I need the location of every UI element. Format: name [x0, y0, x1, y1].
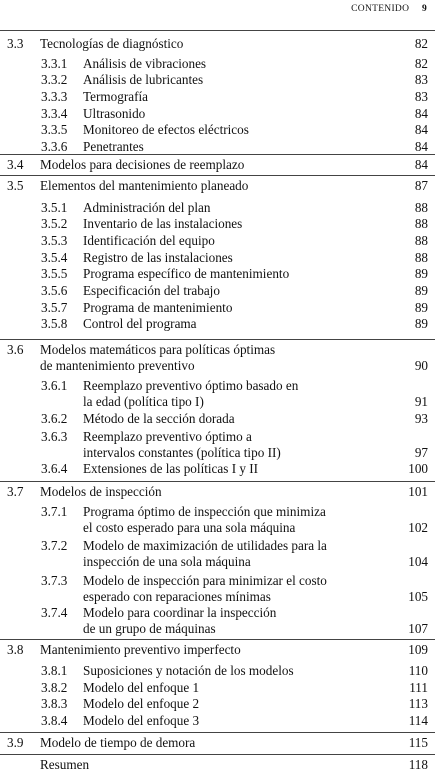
toc-entry-page: 87	[414, 178, 428, 193]
toc-entry-number: 3.8	[7, 642, 24, 657]
toc-entry-title: Modelo de maximización de utilidades para la	[83, 538, 327, 553]
toc-entry-title: Modelos matemáticos para políticas óptimas	[40, 342, 276, 357]
toc-entry-number: 3.6.1	[41, 378, 68, 393]
toc-entry-title: Modelos para decisiones de reemplazo	[40, 157, 245, 172]
toc-entry-page: 104	[408, 554, 428, 569]
toc-entry-page: 114	[408, 713, 428, 728]
toc-entry-title: Programa específico de mantenimiento	[83, 266, 290, 281]
section-divider	[0, 175, 435, 176]
toc-entry-number: 3.5	[7, 178, 24, 193]
toc-entry-title-continuation: de un grupo de máquinas	[83, 621, 216, 636]
toc-entry-title: Modelo para coordinar la inspección	[83, 605, 277, 620]
toc-entry-number: 3.5.1	[41, 200, 68, 215]
toc-entry-page: 105	[408, 589, 428, 604]
toc-entry-number: 3.3.5	[41, 122, 68, 137]
toc-entry-number: 3.8.2	[41, 680, 68, 695]
toc-entry-page: 110	[408, 663, 428, 678]
toc-entry-number: 3.3.6	[41, 139, 68, 154]
toc-entry-page: 91	[414, 394, 428, 409]
toc-entry-title: Suposiciones y notación de los modelos	[83, 663, 294, 678]
toc-entry-number: 3.7.2	[41, 538, 68, 553]
toc-entry-title: Modelo del enfoque 1	[83, 680, 200, 695]
toc-entry-page: 115	[408, 735, 428, 750]
toc-entry-number: 3.6.4	[41, 461, 68, 476]
toc-entry-title-continuation: el costo esperado para una sola máquina	[83, 520, 296, 535]
toc-entry-title: Modelo de inspección para minimizar el costo	[83, 573, 327, 588]
toc-entry-page: 88	[414, 200, 428, 215]
toc-entry-page: 88	[414, 233, 428, 248]
section-divider	[0, 639, 435, 640]
toc-entry-page: 107	[408, 621, 428, 636]
toc-entry-title: Programa óptimo de inspección que minimiza	[83, 504, 326, 519]
running-header-title: CONTENIDO	[351, 4, 410, 14]
toc-entry-number: 3.9	[7, 735, 24, 750]
toc-entry-page: 82	[414, 56, 428, 71]
toc-entry-number: 3.7.4	[41, 605, 68, 620]
toc-entry-number: 3.3.3	[41, 89, 68, 104]
toc-entry-page: 83	[414, 89, 428, 104]
toc-entry-title: Análisis de vibraciones	[83, 56, 207, 71]
toc-entry-page: 113	[408, 696, 428, 711]
toc-entry-title: Registro de las instalaciones	[83, 250, 233, 265]
toc-entry-number: 3.5.7	[41, 300, 68, 315]
toc-entry-title-continuation: inspección de una sola máquina	[83, 554, 251, 569]
toc-entry-page: 109	[408, 642, 428, 657]
toc-entry-number: 3.5.4	[41, 250, 68, 265]
toc-entry-title: Programa de mantenimiento	[83, 300, 233, 315]
toc-entry-title: Inventario de las instalaciones	[83, 216, 243, 231]
toc-entry-page: 84	[414, 106, 428, 121]
toc-entry-page: 111	[409, 680, 428, 695]
toc-entry-page: 89	[414, 316, 428, 331]
toc-entry-title: Modelo de tiempo de demora	[40, 735, 196, 750]
toc-entry-title: Reemplazo preventivo óptimo a	[83, 429, 252, 444]
toc-entry-title: Elementos del mantenimiento planeado	[40, 178, 249, 193]
toc-entry-title: Especificación del trabajo	[83, 283, 220, 298]
toc-entry-page: 83	[414, 72, 428, 87]
toc-entry-page: 84	[414, 139, 428, 154]
toc-entry-number: 3.8.1	[41, 663, 68, 678]
toc-entry-page: 97	[414, 445, 428, 460]
toc-entry-title-continuation: intervalos constantes (política tipo II)	[83, 445, 281, 460]
toc-entry-number: 3.4	[7, 157, 24, 172]
toc-entry-title: Termografía	[83, 89, 148, 104]
toc-entry-number: 3.8.3	[41, 696, 68, 711]
toc-entry-title: Ultrasonido	[83, 106, 146, 121]
section-divider	[0, 732, 435, 733]
running-header-page-number: 9	[421, 4, 427, 14]
toc-entry-page: 84	[414, 157, 428, 172]
toc-entry-title-continuation: esperado con reparaciones mínimas	[83, 589, 271, 604]
section-divider	[0, 481, 435, 482]
toc-entry-number: 3.5.2	[41, 216, 68, 231]
section-divider	[0, 339, 435, 340]
toc-entry-page: 88	[414, 250, 428, 265]
toc-entry-number: 3.3.1	[41, 56, 68, 71]
toc-entry-number: 3.6	[7, 342, 24, 357]
toc-entry-page: 89	[414, 266, 428, 281]
toc-entry-page: 89	[414, 300, 428, 315]
toc-entry-number: 3.3.4	[41, 106, 68, 121]
section-divider	[0, 754, 435, 755]
toc-entry-title: Mantenimiento preventivo imperfecto	[40, 642, 241, 657]
toc-entry-page: 82	[414, 36, 428, 51]
toc-entry-title: Identificación del equipo	[83, 233, 215, 248]
toc-entry-number: 3.3.2	[41, 72, 68, 87]
toc-entry-number: 3.7	[7, 484, 24, 499]
toc-entry-title: Administración del plan	[83, 200, 211, 215]
toc-entry-number: 3.6.3	[41, 429, 68, 444]
toc-entry-title: Modelo del enfoque 2	[83, 696, 200, 711]
toc-entry-title: Control del programa	[83, 316, 197, 331]
toc-entry-title: Penetrantes	[83, 139, 144, 154]
toc-entry-number: 3.6.2	[41, 411, 68, 426]
toc-entry-page: 88	[414, 216, 428, 231]
toc-entry-title: Resumen	[40, 757, 90, 772]
toc-entry-page: 100	[408, 461, 428, 476]
toc-entry-title: Monitoreo de efectos eléctricos	[83, 122, 249, 137]
toc-entry-page: 93	[414, 411, 428, 426]
toc-entry-title: Modelos de inspección	[40, 484, 162, 499]
toc-entry-title-continuation: la edad (política tipo I)	[83, 394, 204, 409]
toc-entry-title: Extensiones de las políticas I y II	[83, 461, 259, 476]
toc-entry-title-continuation: de mantenimiento preventivo	[40, 358, 195, 373]
toc-entry-title: Reemplazo preventivo óptimo basado en	[83, 378, 299, 393]
toc-entry-number: 3.5.6	[41, 283, 68, 298]
toc-entry-number: 3.5.5	[41, 266, 68, 281]
toc-entry-title: Tecnologías de diagnóstico	[40, 36, 184, 51]
toc-entry-number: 3.7.1	[41, 504, 68, 519]
section-divider	[0, 30, 435, 31]
toc-entry-number: 3.3	[7, 36, 24, 51]
toc-entry-page: 90	[414, 358, 428, 373]
toc-entry-page: 118	[408, 757, 428, 772]
toc-entry-page: 101	[408, 484, 428, 499]
section-divider	[0, 154, 435, 155]
toc-entry-title: Análisis de lubricantes	[83, 72, 204, 87]
toc-entry-page: 84	[414, 122, 428, 137]
toc-entry-page: 102	[408, 520, 428, 535]
toc-entry-page: 89	[414, 283, 428, 298]
toc-entry-title: Método de la sección dorada	[83, 411, 235, 426]
toc-entry-number: 3.8.4	[41, 713, 68, 728]
toc-entry-title: Modelo del enfoque 3	[83, 713, 200, 728]
toc-entry-number: 3.5.8	[41, 316, 68, 331]
toc-entry-number: 3.7.3	[41, 573, 68, 588]
toc-entry-number: 3.5.3	[41, 233, 68, 248]
